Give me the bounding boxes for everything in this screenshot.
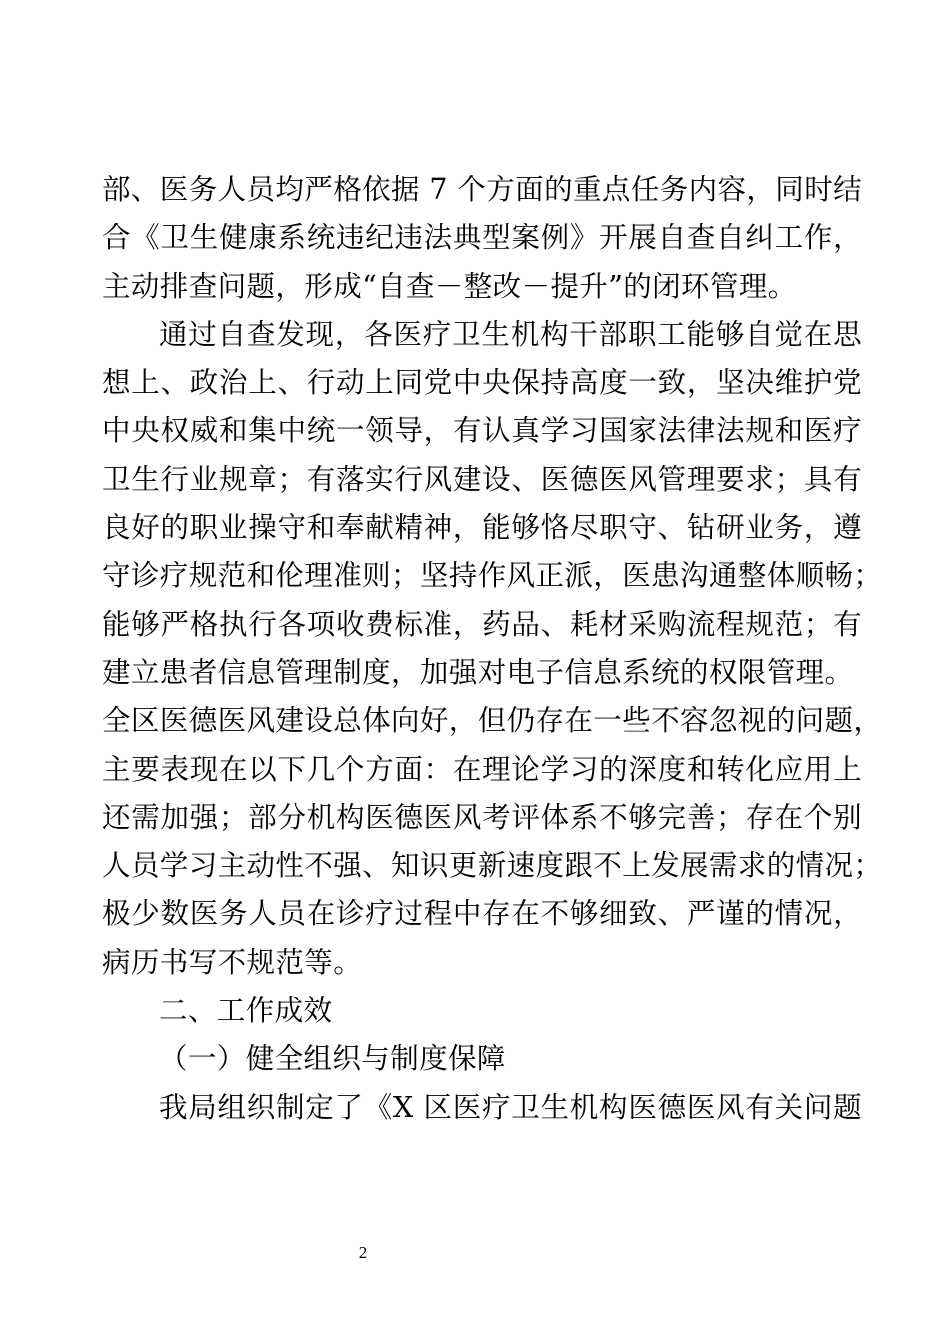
text-line: 病历书写不规范等。 bbox=[102, 945, 363, 979]
text-line: 全区医德医风建设总体向好，但仍存在一些不容忽视的问题， bbox=[102, 704, 883, 738]
text-line: 能够严格执行各项收费标准，药品、耗材采购流程规范；有 bbox=[102, 607, 862, 641]
text-line: 守诊疗规范和伦理准则；坚持作风正派，医患沟通整体顺畅； bbox=[102, 559, 883, 593]
text-line: 卫生行业规章；有落实行风建设、医德医风管理要求；具有 bbox=[102, 462, 862, 496]
text-line: 合《卫生健康系统违纪违法典型案例》开展自查自纠工作， bbox=[102, 221, 862, 255]
text-line: 主动排查问题，形成“自查－整改－提升”的闭环管理。 bbox=[102, 269, 797, 303]
subsection-heading: （一）健全组织与制度保障 bbox=[159, 1042, 506, 1076]
text-line: 想上、政治上、行动上同党中央保持高度一致，坚决维护党 bbox=[102, 366, 862, 400]
text-line: 极少数医务人员在诊疗过程中存在不够细致、严谨的情况， bbox=[102, 897, 862, 931]
text-line: 主要表现在以下几个方面：在理论学习的深度和转化应用上 bbox=[102, 752, 862, 786]
text-line: 人员学习主动性不强、知识更新速度跟不上发展需求的情况； bbox=[102, 849, 883, 883]
text-line: 还需加强；部分机构医德医风考评体系不够完善；存在个别 bbox=[102, 800, 862, 834]
text-line: 中央权威和集中统一领导，有认真学习国家法律法规和医疗 bbox=[102, 414, 862, 448]
text-line: 建立患者信息管理制度，加强对电子信息系统的权限管理。 bbox=[102, 655, 854, 689]
body-text bbox=[102, 166, 883, 1132]
text-line: 良好的职业操守和奉献精神，能够恪尽职守、钻研业务，遵 bbox=[102, 511, 862, 545]
text-line: 部、医务人员均严格依据 7 个方面的重点任务内容，同时结 bbox=[102, 173, 862, 206]
page-number: 2 bbox=[358, 1243, 368, 1262]
section-heading: 二、工作成效 bbox=[159, 994, 333, 1028]
paragraph-start-line: 我局组织制定了《X 区医疗卫生机构医德医风有关问题 bbox=[159, 1090, 862, 1124]
paragraph-start-line: 通过自查发现，各医疗卫生机构干部职工能够自觉在思 bbox=[159, 317, 862, 351]
